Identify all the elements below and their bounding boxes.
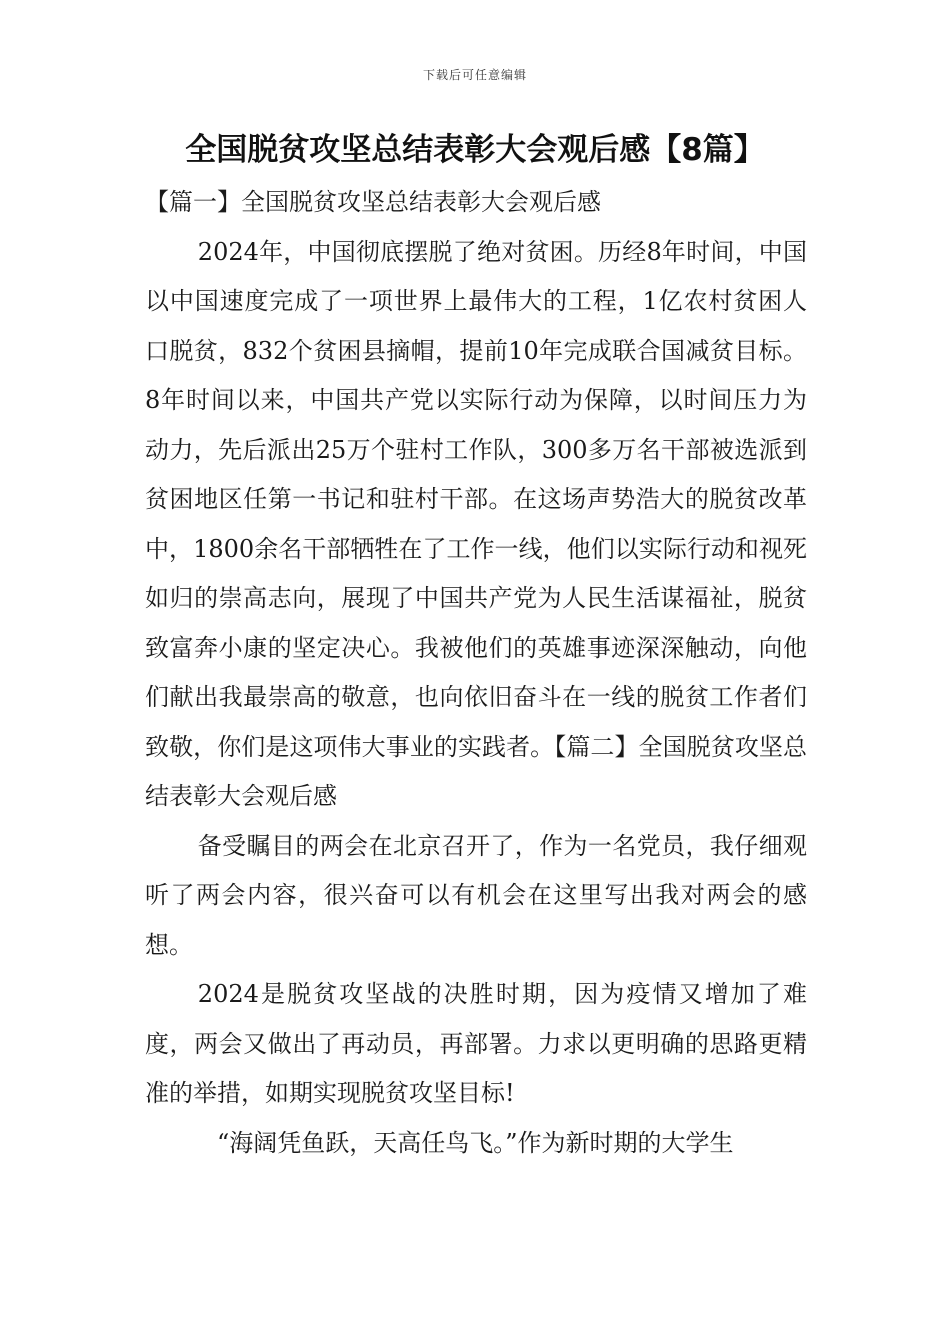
paragraph: 2024是脱贫攻坚战的决胜时期，因为疫情又增加了难度，两会又做出了再动员，再部署。力求以更明确的思路更精准的举措，如期实现脱贫攻坚目标! — [145, 980, 807, 1107]
section-heading-1: 【篇一】全国脱贫攻坚总结表彰大会观后感 — [145, 188, 601, 216]
paragraph: 备受瞩目的两会在北京召开了，作为一名党员，我仔细观听了两会内容，很兴奋可以有机会在这里写出我对两会的感想。 — [145, 831, 807, 959]
document-body — [145, 178, 807, 1168]
document-title: 全国脱贫攻坚总结表彰大会观后感【8篇】 — [185, 132, 765, 168]
paragraph: 2024年，中国彻底摆脱了绝对贫困。历经8年时间，中国以中国速度完成了一项世界上最伟大的工程，1亿农村贫困人口脱贫，832个贫困县摘帽，提前10年完成联合国减贫目标。8年时间以来，中国共产党以实际行动为保障，以时间压力为动力，先后派出25万个驻村工作队，300多万名干部被选派到贫困地区任第一书记和驻村干部。在这场声势浩大的脱贫改革中，1800余名干部牺牲在了工作一线，他们以实际行动和视死如归的崇高志向，展现了中国共产党为人民生活谋福祉，脱贫致富奔小康的坚定决心。我被他们的英雄事迹深深触动，向他们献出我最崇高的敬意，也向依旧奋斗在一线的脱贫工作者们致敬，你们是这项伟大事业的实践者。【篇二】全国脱贫攻坚总结表彰大会观后感 — [145, 237, 807, 810]
paragraph: “海阔凭鱼跃，天高任鸟飞。”作为新时期的大学生 — [217, 1128, 734, 1157]
header-note: 下载后可任意编辑 — [422, 68, 527, 82]
